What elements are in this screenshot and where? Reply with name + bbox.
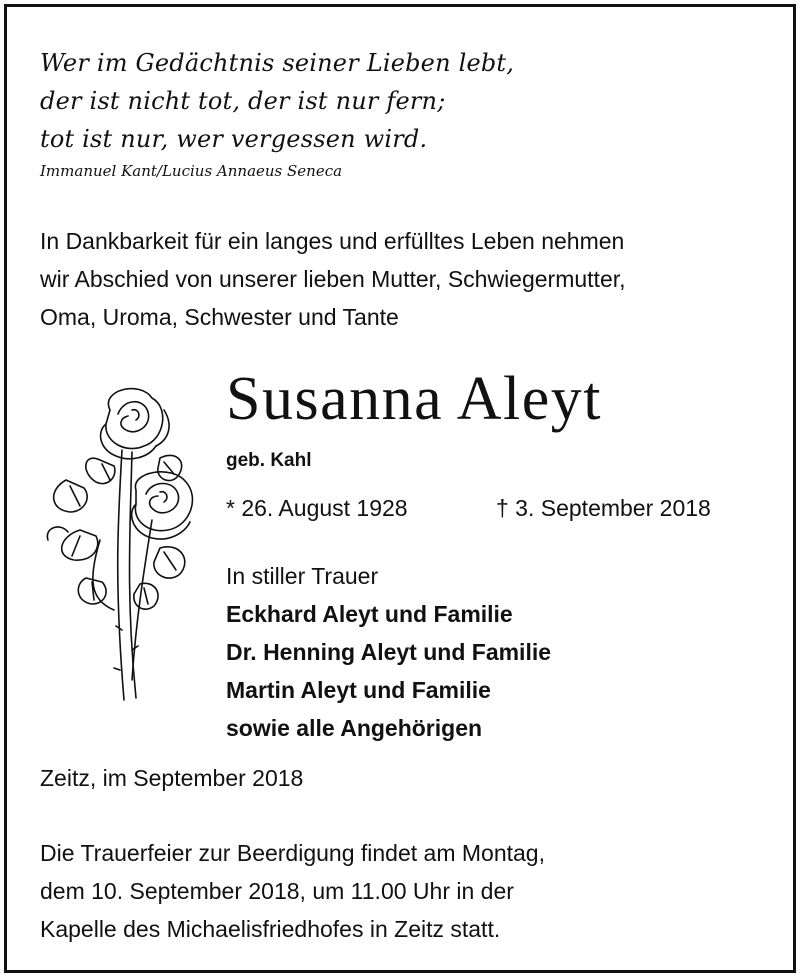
- funeral-service-info: [40, 834, 545, 948]
- birth-date: * 26. August 1928: [226, 495, 408, 521]
- quote-line: der ist nicht tot, der ist nur fern;: [40, 87, 446, 115]
- mourner-name: Dr. Henning Aleyt und Familie: [226, 639, 552, 665]
- service-line: Die Trauerfeier zur Beerdigung findet am Montag,: [40, 840, 545, 866]
- quote-line: tot ist nur, wer vergessen wird.: [40, 125, 428, 153]
- maiden-name: geb. Kahl: [226, 450, 312, 471]
- memorial-quote: [40, 44, 514, 158]
- quote-line: Wer im Gedächtnis seiner Lieben lebt,: [40, 49, 515, 77]
- quote-author: Immanuel Kant/Lucius Annaeus Seneca: [40, 162, 343, 180]
- deceased-name: Susanna Aleyt: [226, 365, 602, 433]
- death-date: † 3. September 2018: [496, 495, 711, 521]
- place-date: Zeitz, im September 2018: [40, 765, 304, 791]
- mourners-block: [226, 557, 551, 747]
- roses-icon: [40, 380, 200, 710]
- intro-line: In Dankbarkeit für ein langes und erfülltes Leben nehmen: [40, 228, 625, 254]
- intro-text: [40, 222, 626, 336]
- mourner-name: Eckhard Aleyt und Familie: [226, 601, 513, 627]
- service-line: dem 10. September 2018, um 11.00 Uhr in der: [40, 878, 514, 904]
- mourner-name: sowie alle Angehörigen: [226, 715, 483, 741]
- life-dates: [226, 495, 711, 522]
- service-line: Kapelle des Michaelisfriedhofes in Zeitz statt.: [40, 916, 501, 942]
- mourners-intro: In stiller Trauer: [226, 563, 379, 589]
- intro-line: Oma, Uroma, Schwester und Tante: [40, 304, 399, 330]
- mourner-name: Martin Aleyt und Familie: [226, 677, 491, 703]
- intro-line: wir Abschied von unserer lieben Mutter, Schwiegermutter,: [40, 266, 626, 292]
